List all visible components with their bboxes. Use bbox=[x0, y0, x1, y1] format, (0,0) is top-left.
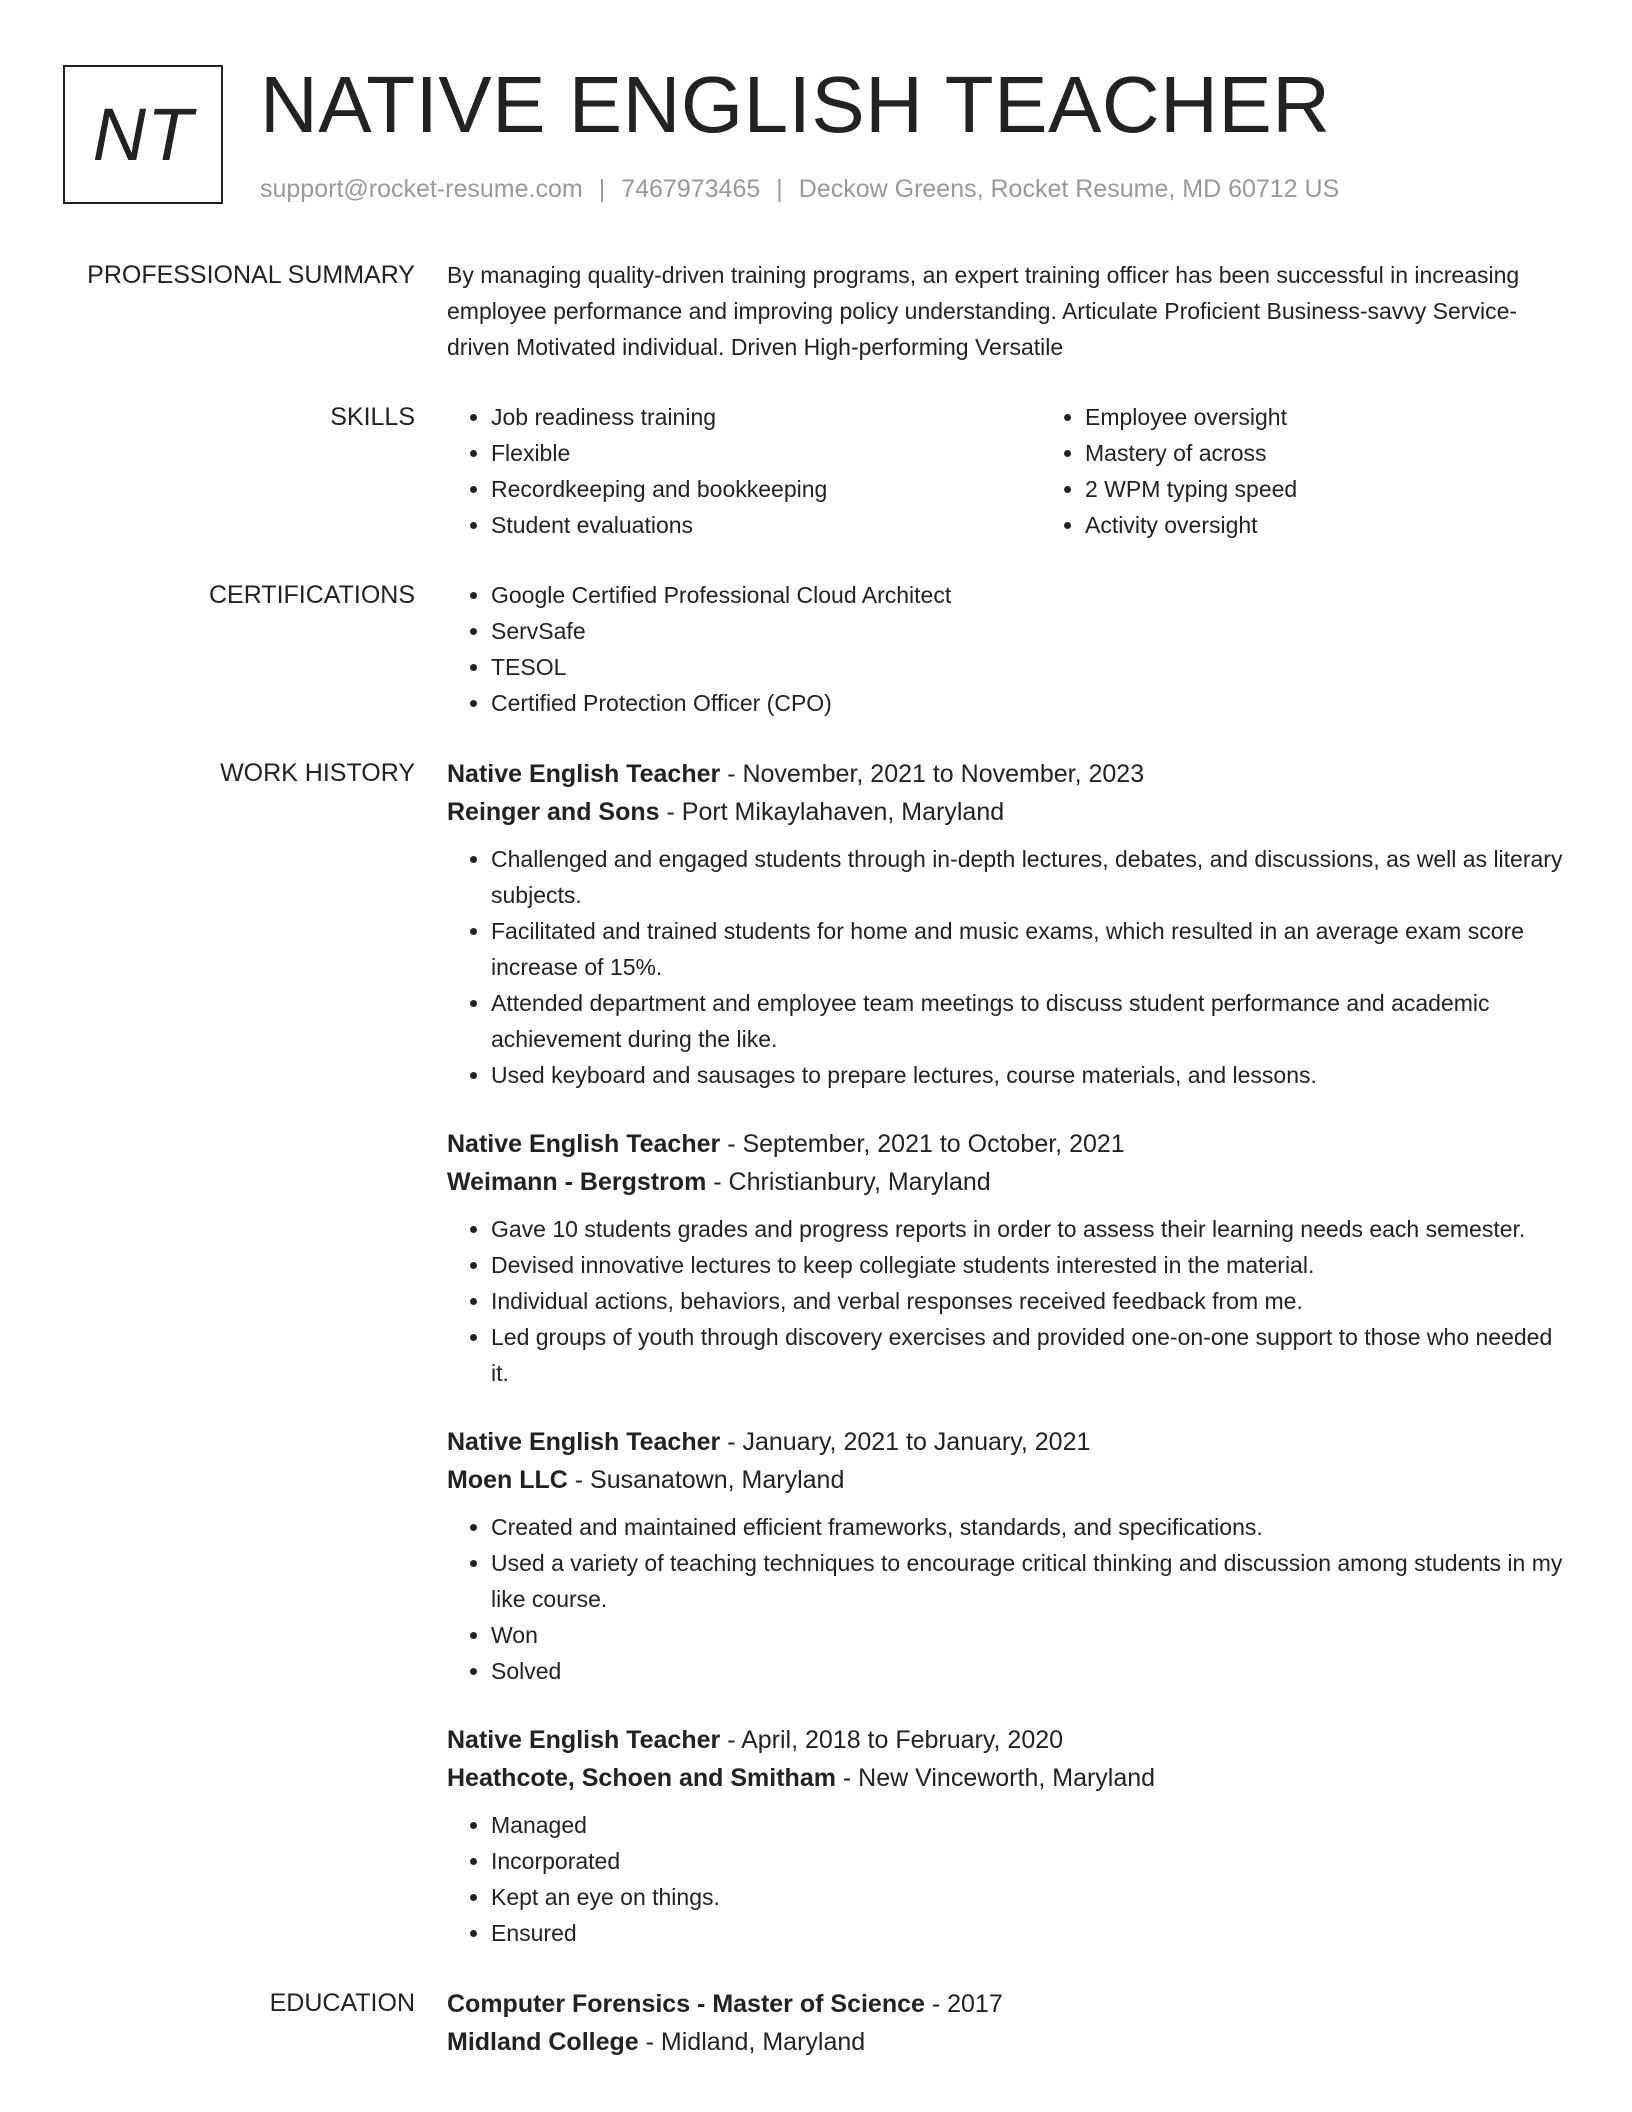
job-title-line bbox=[447, 755, 1565, 793]
skills-list-right bbox=[1041, 399, 1632, 543]
email[interactable]: support@rocket-resume.com bbox=[260, 175, 583, 203]
job-duties bbox=[447, 841, 1565, 1093]
duty-item: • Facilitated and trained students for home and music exams, which resulted in an average exam score increase of 15%. bbox=[491, 913, 1565, 985]
job-company-line bbox=[447, 1461, 1565, 1499]
job-location: - Susanatown, Maryland bbox=[567, 1466, 845, 1494]
section-certifications bbox=[63, 577, 1565, 721]
duty-item: • Attended department and employee team meetings to discuss student performance and academic achievement during the like. bbox=[491, 985, 1565, 1057]
job-dates: - November, 2021 to November, 2023 bbox=[720, 760, 1145, 788]
duty-item: • Kept an eye on things. bbox=[491, 1879, 1565, 1915]
job-dates: - September, 2021 to October, 2021 bbox=[720, 1130, 1125, 1158]
education-year: - 2017 bbox=[924, 1990, 1003, 2018]
section-summary bbox=[63, 257, 1565, 365]
section-body bbox=[447, 1985, 1565, 2061]
initials-monogram: NT bbox=[63, 65, 223, 204]
candidate-name: NATIVE ENGLISH TEACHER bbox=[260, 60, 1331, 149]
section-title: PROFESSIONAL SUMMARY bbox=[87, 261, 415, 289]
section-body bbox=[447, 577, 1565, 721]
education-school: Midland College bbox=[447, 2028, 639, 2056]
section-title: EDUCATION bbox=[269, 1989, 415, 2017]
education-school-line bbox=[447, 2023, 1565, 2061]
job-entry bbox=[447, 1721, 1565, 1951]
phone[interactable]: 7467973465 bbox=[621, 175, 761, 203]
skill-item: • 2 WPM typing speed bbox=[1085, 471, 1632, 507]
education-location: - Midland, Maryland bbox=[638, 2028, 866, 2056]
duty-item: • Devised innovative lectures to keep collegiate students interested in the material. bbox=[491, 1247, 1565, 1283]
section-title: CERTIFICATIONS bbox=[208, 581, 415, 609]
duty-item: • Challenged and engaged students through in-depth lectures, debates, and discussions, as well as literary subjects. bbox=[491, 841, 1565, 913]
section-work-history bbox=[63, 755, 1565, 1951]
separator: | bbox=[776, 175, 783, 203]
contact-line bbox=[260, 175, 1339, 204]
skill-item: • Job readiness training bbox=[491, 399, 1041, 435]
job-location: - New Vinceworth, Maryland bbox=[835, 1764, 1156, 1792]
job-role: Native English Teacher bbox=[447, 1428, 721, 1456]
job-title-line bbox=[447, 1423, 1565, 1461]
education-degree-line bbox=[447, 1985, 1565, 2023]
duty-item: • Created and maintained efficient frameworks, standards, and specifications. bbox=[491, 1509, 1565, 1545]
skill-item: • Activity oversight bbox=[1085, 507, 1632, 543]
job-entry bbox=[447, 755, 1565, 1093]
section-title: SKILLS bbox=[330, 403, 415, 431]
skill-item: • Employee oversight bbox=[1085, 399, 1632, 435]
duty-item: • Ensured bbox=[491, 1915, 1565, 1951]
job-title-line bbox=[447, 1721, 1565, 1759]
job-duties bbox=[447, 1211, 1565, 1391]
certifications-list bbox=[447, 577, 1565, 721]
skills-list-left bbox=[447, 399, 1041, 543]
certification-item: • TESOL bbox=[491, 649, 1565, 685]
job-dates: - January, 2021 to January, 2021 bbox=[720, 1428, 1091, 1456]
job-entry bbox=[447, 1423, 1565, 1689]
certification-item: • Google Certified Professional Cloud Architect bbox=[491, 577, 1565, 613]
job-dates: - April, 2018 to February, 2020 bbox=[720, 1726, 1064, 1754]
duty-item: • Gave 10 students grades and progress reports in order to assess their learning needs each semester. bbox=[491, 1211, 1565, 1247]
summary-text: By managing quality-driven training programs, an expert training officer has been successful in increasing employee performance and improving policy understanding. Articulate Proficient Business-savvy Service-driven Motivated individual. Driven High-performing Versatile bbox=[447, 262, 1520, 360]
skill-item: • Mastery of across bbox=[1085, 435, 1632, 471]
duty-item: • Used keyboard and sausages to prepare lectures, course materials, and lessons. bbox=[491, 1057, 1565, 1093]
job-company: Weimann - Bergstrom bbox=[447, 1168, 707, 1196]
section-skills bbox=[63, 399, 1565, 543]
job-company: Moen LLC bbox=[447, 1466, 568, 1494]
section-body bbox=[447, 257, 1565, 365]
job-company-line bbox=[447, 1163, 1565, 1201]
section-education bbox=[63, 1985, 1565, 2061]
duty-item: • Won bbox=[491, 1617, 1565, 1653]
duty-item: • Individual actions, behaviors, and verbal responses received feedback from me. bbox=[491, 1283, 1565, 1319]
separator: | bbox=[598, 175, 606, 203]
section-body bbox=[447, 755, 1565, 1951]
duty-item: • Used a variety of teaching techniques to encourage critical thinking and discussion among students in my like course. bbox=[491, 1545, 1565, 1617]
skill-item: • Flexible bbox=[491, 435, 1041, 471]
job-duties bbox=[447, 1807, 1565, 1951]
duty-item: • Incorporated bbox=[491, 1843, 1565, 1879]
job-role: Native English Teacher bbox=[447, 760, 721, 788]
skill-item: • Recordkeeping and bookkeeping bbox=[491, 471, 1041, 507]
resume-header bbox=[63, 60, 1563, 210]
duty-item: • Led groups of youth through discovery exercises and provided one-on-one support to those who needed it. bbox=[491, 1319, 1565, 1391]
job-company-line bbox=[447, 1759, 1565, 1797]
job-duties bbox=[447, 1509, 1565, 1689]
skills-grid bbox=[447, 399, 1632, 543]
job-company: Heathcote, Schoen and Smitham bbox=[447, 1764, 836, 1792]
duty-item: • Managed bbox=[491, 1807, 1565, 1843]
certification-item: • Certified Protection Officer (CPO) bbox=[491, 685, 1565, 721]
address: Deckow Greens, Rocket Resume, MD 60712 US bbox=[798, 175, 1340, 203]
job-role: Native English Teacher bbox=[447, 1130, 721, 1158]
certification-item: • ServSafe bbox=[491, 613, 1565, 649]
section-title: WORK HISTORY bbox=[220, 759, 415, 787]
resume-content bbox=[63, 257, 1565, 2095]
job-title-line bbox=[447, 1125, 1565, 1163]
job-location: - Christianbury, Maryland bbox=[706, 1168, 991, 1196]
job-role: Native English Teacher bbox=[447, 1726, 721, 1754]
duty-item: • Solved bbox=[491, 1653, 1565, 1689]
job-location: - Port Mikaylahaven, Maryland bbox=[659, 798, 1005, 826]
education-degree: Computer Forensics - Master of Science bbox=[447, 1990, 925, 2018]
skill-item: • Student evaluations bbox=[491, 507, 1041, 543]
job-entry bbox=[447, 1125, 1565, 1391]
job-company-line bbox=[447, 793, 1565, 831]
job-company: Reinger and Sons bbox=[447, 798, 660, 826]
